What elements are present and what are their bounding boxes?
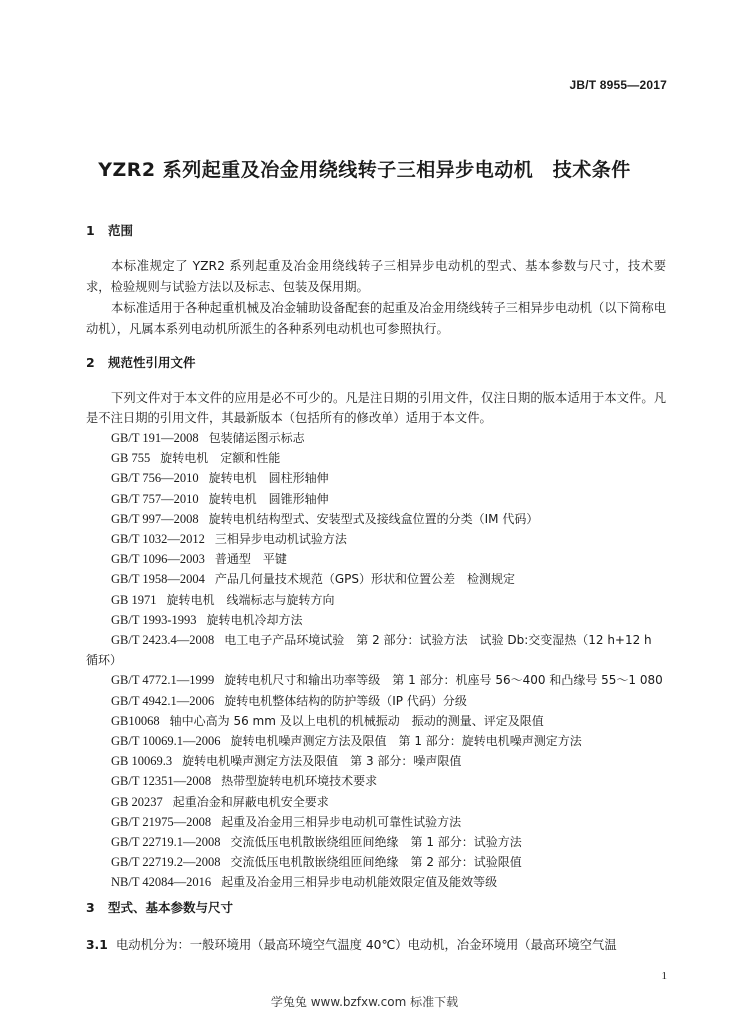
reference-title: 交流低压电机散嵌绕组匝间绝缘 第 1 部分：试验方法: [230, 835, 522, 850]
reference-code: GB/T 1032—2012: [111, 532, 205, 547]
references-intro: 下列文件对于本文件的应用是必不可少的。凡是注日期的引用文件，仅注日期的版本适用于本文件。凡是不注日期的引用文件，其最新版本（包括所有的修改单）适用于本文件。: [86, 391, 666, 425]
reference-title: 普通型 平键: [214, 552, 287, 567]
section-title: 范围: [108, 223, 134, 238]
reference-title: 产品几何量技术规范（GPS）形状和位置公差 检测规定: [214, 572, 516, 587]
reference-item: [86, 529, 686, 549]
reference-title: 起重及冶金用三相异步电动机能效限定值及能效等级: [221, 875, 498, 890]
reference-title: 旋转电机冷却方法: [206, 612, 303, 627]
section-heading-normative-references: [86, 353, 196, 371]
reference-item: [86, 691, 686, 711]
reference-item: [86, 872, 686, 892]
reference-item: [86, 711, 686, 731]
reference-title: 旋转电机 定额和性能: [160, 451, 281, 466]
clause-text: 电动机分为：一般环境用（最高环境空气温度 40℃）电动机，冶金环境用（最高环境空气温: [116, 938, 617, 952]
reference-title: 交流低压电机散嵌绕组匝间绝缘 第 2 部分：试验限值: [230, 855, 522, 870]
section-title: 规范性引用文件: [108, 355, 196, 370]
reference-code: GB/T 21975—2008: [111, 814, 212, 829]
reference-item: [86, 832, 686, 852]
reference-item: [86, 509, 686, 529]
reference-code: GB/T 2423.4—2008: [111, 633, 215, 648]
reference-code: NB/T 42084—2016: [111, 875, 212, 890]
reference-item: [86, 630, 686, 670]
reference-code: GB/T 10069.1—2006: [111, 734, 221, 749]
reference-item: [86, 852, 686, 872]
scope-paragraph-2: 本标准适用于各种起重机械及冶金辅助设备配套的起重及冶金用绕线转子三相异步电动机（以下简称电动机），凡属本系列电动机所派生的各种系列电动机也可参照执行。: [86, 301, 666, 336]
reference-title: 旋转电机噪声测定方法及限值 第 1 部分：旋转电机噪声测定方法: [230, 734, 582, 749]
reference-item: [86, 590, 686, 610]
reference-item: [86, 549, 686, 569]
reference-title: 三相异步电动机试验方法: [214, 532, 347, 547]
reference-code: GB/T 191—2008: [111, 431, 199, 445]
reference-code: GB/T 22719.2—2008: [111, 855, 221, 870]
reference-item: [86, 428, 686, 448]
clause-number: 3.1: [86, 938, 108, 952]
section-number: 2: [86, 355, 95, 370]
reference-item: [86, 569, 686, 589]
reference-code: GB/T 756—2010: [111, 471, 199, 486]
scope-paragraph-1: 本标准规定了 YZR2 系列起重及冶金用绕线转子三相异步电动机的型式、基本参数与尺寸，技术要求，检验规则与试验方法以及标志、包装及保用期。: [86, 259, 666, 294]
reference-title: 旋转电机 圆柱形轴伸: [208, 471, 329, 486]
section-number: 3: [86, 900, 95, 915]
reference-code: GB/T 1096—2003: [111, 552, 205, 567]
reference-item: [86, 792, 686, 812]
page-number: 1: [661, 970, 667, 982]
reference-title-continuation: 循环）: [86, 653, 123, 668]
reference-code: GB/T 22719.1—2008: [111, 835, 221, 850]
reference-code: GB 755: [111, 451, 151, 466]
reference-title: 热带型旋转电机环境技术要求: [221, 774, 378, 789]
reference-code: GB/T 1993-1993: [111, 612, 197, 627]
reference-item: [86, 489, 686, 509]
reference-code: GB 10069.3: [111, 754, 173, 769]
section-title: 型式、基本参数与尺寸: [108, 900, 234, 915]
reference-title: 起重及冶金用三相异步电动机可靠性试验方法: [221, 814, 462, 829]
reference-title: 包装储运图示标志: [208, 431, 305, 445]
watermark-footer: 学兔兔 www.bzfxw.com 标准下载: [270, 995, 459, 1009]
reference-item: [86, 731, 686, 751]
section-heading-scope: [86, 221, 133, 239]
reference-item: [86, 610, 686, 630]
reference-code: GB/T 12351—2008: [111, 774, 212, 789]
reference-code: GB/T 1958—2004: [111, 572, 205, 587]
section-heading-types-parameters: [86, 898, 233, 916]
reference-title: 旋转电机噪声测定方法及限值 第 3 部分：噪声限值: [182, 754, 462, 769]
reference-title: 起重冶金和屏蔽电机安全要求: [172, 794, 329, 809]
reference-title: 旋转电机 圆锥形轴伸: [208, 491, 329, 506]
clause-3-1: [86, 935, 686, 953]
standard-code: JB/T 8955—2017: [569, 78, 667, 92]
reference-item: [86, 468, 686, 488]
reference-title: 旋转电机 线端标志与旋转方向: [166, 592, 335, 607]
reference-title: 轴中心高为 56 mm 及以上电机的机械振动 振动的测量、评定及限值: [169, 713, 544, 728]
reference-item: [86, 771, 686, 791]
reference-list: [86, 428, 686, 893]
reference-code: GB 1971: [111, 592, 157, 607]
reference-title: 旋转电机整体结构的防护等级（IP 代码）分级: [224, 693, 467, 708]
section-number: 1: [86, 223, 95, 238]
reference-item: [86, 812, 686, 832]
reference-title: 旋转电机尺寸和输出功率等级 第 1 部分：机座号 56～400 和凸缘号 55～1 080: [224, 673, 663, 688]
reference-item: [86, 670, 686, 690]
reference-title: 电工电子产品环境试验 第 2 部分：试验方法 试验 Db:交变湿热（12 h+12 h: [224, 633, 652, 648]
reference-code: GB10068: [111, 713, 160, 728]
reference-item: [86, 751, 686, 771]
reference-code: GB/T 4942.1—2006: [111, 693, 215, 708]
reference-code: GB/T 997—2008: [111, 511, 199, 526]
reference-item: [86, 448, 686, 468]
reference-code: GB 20237: [111, 794, 163, 809]
reference-code: GB/T 757—2010: [111, 491, 199, 506]
reference-title: 旋转电机结构型式、安装型式及接线盒位置的分类（IM 代码）: [208, 511, 539, 526]
document-title: YZR2 系列起重及冶金用绕线转子三相异步电动机 技术条件: [98, 159, 631, 181]
reference-code: GB/T 4772.1—1999: [111, 673, 215, 688]
